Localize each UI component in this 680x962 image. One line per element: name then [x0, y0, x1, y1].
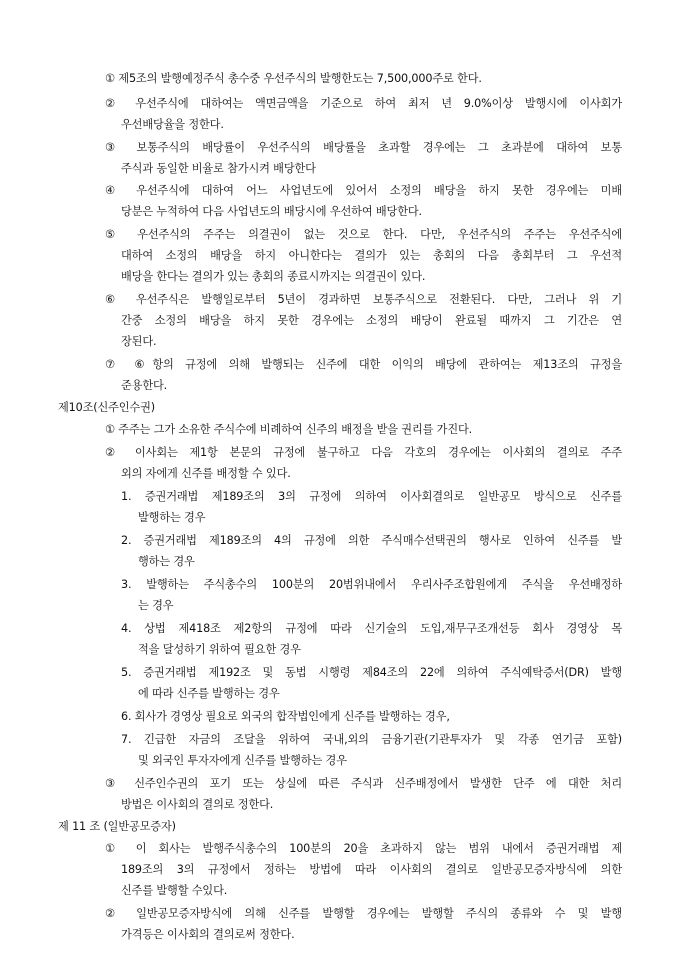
- text-line: 적을 달성하기 위하여 필요한 경우: [138, 643, 301, 656]
- text-line: 2. 증권거래법 제189조의 4의 규정에 의한 주식매수선택권의 행사로 인하여 신주를 발: [121, 534, 622, 547]
- text-line: ③ 보통주식의 배당률이 우선주식의 배당률을 초과할 경우에는 그 초과분에 대하여 보통: [105, 141, 622, 154]
- text-line: 방법은 이사회의 결의로 정한다.: [121, 798, 274, 811]
- text-line: 장된다.: [121, 335, 157, 348]
- text-line: 는 경우: [138, 599, 174, 612]
- text-line: 주식과 동일한 비율로 참가시켜 배당한다: [121, 162, 316, 175]
- text-line: 발행하는 경우: [138, 511, 206, 524]
- text-line: 5. 증권거래법 제192조 및 동법 시행령 제84조의 22에 의하여 주식예탁증서(DR) 발행: [121, 666, 622, 679]
- text-line: 및 외국인 투자자에게 신주를 발행하는 경우: [138, 754, 347, 767]
- text-line: 대하여 소정의 배당을 하지 아니한다는 결의가 있는 총회의 다음 총회부터 그 우선적: [121, 249, 622, 262]
- text-line: ⑥ 우선주식은 발행일로부터 5년이 경과하면 보통주식으로 전환된다. 다만, 그러나 위 기: [105, 293, 622, 306]
- text-line: ② 이사회는 제1항 본문의 규정에 불구하고 다음 각호의 경우에는 이사회의 결의로 주주: [105, 446, 622, 459]
- text-line: ① 제5조의 발행예정주식 총수중 우선주식의 발행한도는 7,500,000주로 한다.: [105, 72, 482, 85]
- text-line: ④ 우선주식에 대하여 어느 사업년도에 있어서 소정의 배당을 하지 못한 경우에는 미배: [105, 184, 622, 197]
- text-line: 3. 발행하는 주식총수의 100분의 20범위내에서 우리사주조합원에게 주식을 우선배정하: [121, 578, 622, 591]
- text-line: 신주를 발행할 수있다.: [121, 884, 228, 897]
- text-line: 우선배당율을 정한다.: [121, 118, 224, 131]
- text-line: 에 따라 신주를 발행하는 경우: [138, 687, 280, 700]
- text-line: 가격등은 이사회의 결의로써 정한다.: [121, 928, 295, 941]
- text-line: 배당을 한다는 결의가 있는 총회의 종료시까지는 의결권이 있다.: [121, 270, 426, 283]
- text-line: 외의 자에게 신주를 배정할 수 있다.: [121, 467, 291, 480]
- text-line: 간중 소정의 배당을 하지 못한 경우에는 소정의 배당이 완료될 때까지 그 기간은 연: [121, 314, 622, 327]
- text-line: 1. 증권거래법 제189조의 3의 규정에 의하여 이사회결의로 일반공모 방식으로 신주를: [121, 490, 622, 503]
- text-line: ③ 신주인수권의 포기 또는 상실에 따른 주식과 신주배정에서 발생한 단주 에 대한 처리: [105, 777, 622, 790]
- text-line: ① 주주는 그가 소유한 주식수에 비례하여 신주의 배정을 받을 권리를 가진다.: [105, 423, 473, 436]
- text-line: ② 우선주식에 대하여는 액면금액을 기준으로 하여 최저 년 9.0%이상 발행시에 이사회가: [105, 97, 622, 110]
- text-line: ⑤ 우선주식의 주주는 의결권이 없는 것으로 한다. 다만, 우선주식의 주주는 우선주식에: [105, 228, 622, 241]
- text-line: 제 11 조 (일반공모증자): [58, 820, 176, 833]
- text-line: 7. 긴급한 자금의 조달을 위하여 국내,외의 금융기관(기관투자가 및 각종 연기금 포함): [121, 733, 622, 746]
- text-line: 제10조(신주인수권): [58, 401, 155, 414]
- text-line: 189조의 3의 규정에서 정하는 방법에 따라 이사회의 결의로 일반공모증자방식에 의한: [121, 863, 622, 876]
- text-line: 4. 상법 제418조 제2항의 규정에 따라 신기술의 도입,재무구조개선등 회사 경영상 목: [121, 622, 622, 635]
- text-line: ② 일반공모증자방식에 의해 신주를 발행할 경우에는 발행할 주식의 종류와 수 및 발행: [105, 907, 622, 920]
- text-line: 6. 회사가 경영상 필요로 외국의 합작법인에게 신주를 발행하는 경우,: [121, 710, 450, 723]
- text-line: ⑦ ⑥항의 규정에 의해 발행되는 신주에 대한 이익의 배당에 관하여는 제13조의 규정을: [105, 358, 622, 371]
- text-line: 준용한다.: [121, 379, 168, 392]
- text-line: 행하는 경우: [138, 555, 195, 568]
- text-line: ① 이 회사는 발행주식총수의 100분의 20을 초과하지 않는 범위 내에서 증권거래법 제: [105, 842, 622, 855]
- text-line: 당분은 누적하여 다음 사업년도의 배당시에 우선하여 배당한다.: [121, 205, 422, 218]
